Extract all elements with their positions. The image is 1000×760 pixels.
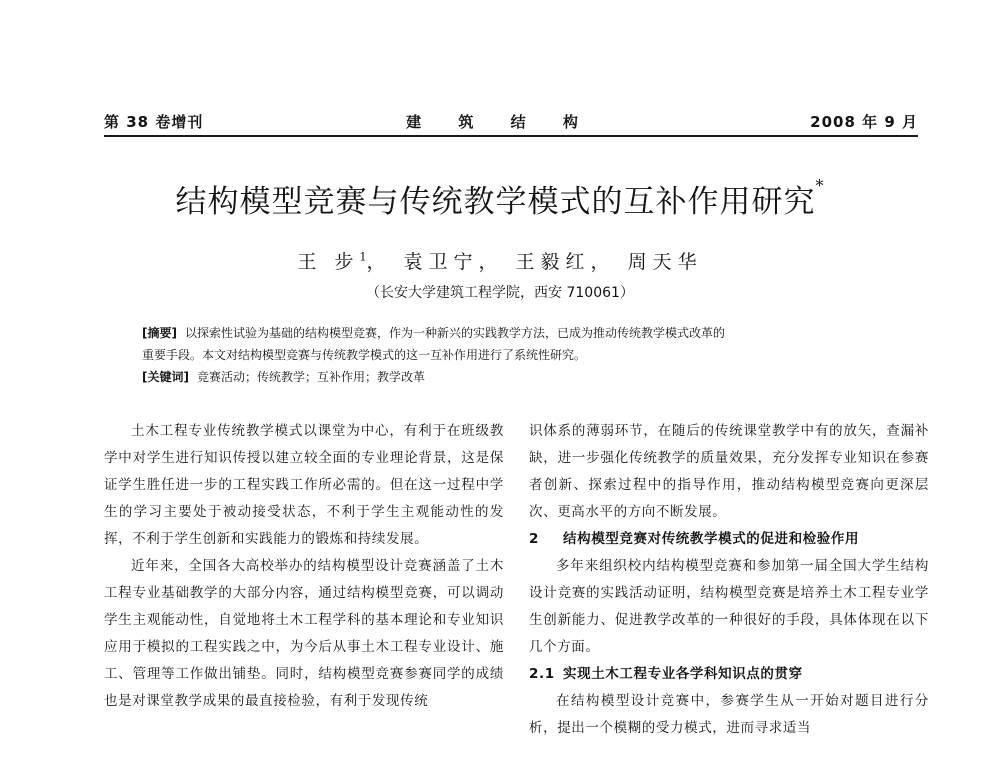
keywords-label: [关键词] [142, 370, 189, 384]
section-number: 2.1 [529, 666, 555, 682]
paragraph: 识体系的薄弱环节，在随后的传统课堂教学中有的放矢，查漏补缺，进一步强化传统教学的质量效果，充分发挥专业知识在参赛者创新、探索过程中的指导作用，推动结构模型竞赛向更深层次、更高水平的方向不断发展。 [529, 423, 929, 520]
paragraph: 在结构模型设计竞赛中，参赛学生从一开始对题目进行分析，提出一个模糊的受力模式，进而寻求适当 [529, 693, 929, 736]
other-authors: ， 袁卫宁， 王毅红， 周天华 [366, 251, 703, 273]
running-header-date: 2008 年 9 月 [810, 113, 918, 131]
title-footnote-mark: * [815, 176, 825, 195]
abstract-block [142, 322, 932, 388]
author-1: 王 步 [297, 251, 360, 273]
section-title: 实现土木工程专业各学科知识点的贯穿 [563, 666, 803, 682]
header-rule [104, 135, 918, 137]
running-header-journal: 建 筑 结 构 [406, 113, 594, 131]
abstract-label: [摘要] [142, 326, 177, 340]
body-column-right [529, 418, 929, 742]
affiliation: （长安大学建筑工程学院，西安 710061） [366, 285, 634, 301]
section-heading-2 [529, 526, 929, 553]
section-number: 2 [529, 531, 539, 547]
paragraph: 多年来组织校内结构模型竞赛和参加第一届全国大学生结构设计竞赛的实践活动证明，结构模型竞赛是培养土木工程专业学生创新能力、促进教学改革的一种很好的手段，具体体现在以下几个方面。 [529, 558, 929, 655]
running-header-volume: 第 38 卷增刊 [104, 113, 204, 131]
paragraph: 土木工程专业传统教学模式以课堂为中心，有利于在班级教学中对学生进行知识传授以建立较全面的专业理论背景，这是保证学生胜任进一步的工程实践工作所必需的。但在这一过程中学生的学习主要处于被动接受状态，不利于学生主观能动性的发挥，不利于学生创新和实践能力的锻炼和持续发展。 [104, 423, 504, 547]
keywords-text: 竞赛活动；传统教学；互补作用；教学改革 [196, 370, 425, 384]
abstract-line-2: 重要手段。本文对结构模型竞赛与传统教学模式的这一互补作用进行了系统性研究。 [142, 348, 587, 362]
article-title [0, 176, 1000, 221]
author-list [0, 247, 1000, 274]
paragraph: 近年来，全国各大高校举办的结构模型设计竞赛涵盖了土木工程专业基础教学的大部分内容，通过结构模型竞赛，可以调动学生主观能动性，自觉地将土木工程学科的基本理论和专业知识应用于模拟的工程实践之中，为今后从事土木工程专业设计、施工、管理等工作做出铺垫。同时，结构模型竞赛参赛同学的成绩也是对课堂教学成果的最直接检验，有利于发现传统 [104, 558, 504, 709]
abstract-line-1: 以探索性试验为基础的结构模型竞赛，作为一种新兴的实践教学方法，已成为推动传统教学模式改革的 [184, 326, 725, 340]
body-column-left [104, 418, 504, 715]
author-1-affiliation-mark: 1 [359, 250, 367, 264]
section-heading-2-1 [529, 661, 929, 688]
section-title: 结构模型竞赛对传统教学模式的促进和检验作用 [563, 531, 860, 547]
title-text: 结构模型竞赛与传统教学模式的互补作用研究 [175, 184, 816, 220]
